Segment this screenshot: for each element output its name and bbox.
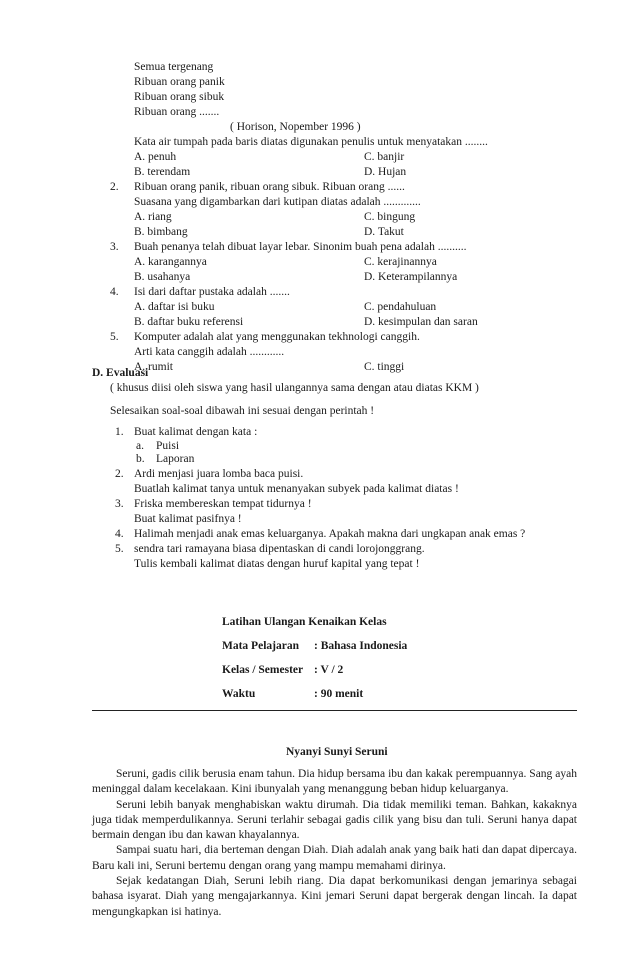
option: D. Takut — [364, 226, 404, 238]
item-text: Buat kalimat dengan kata : — [134, 426, 258, 438]
option: B. daftar buku referensi — [134, 316, 244, 328]
item-text: Halimah menjadi anak emas keluarganya. Apakah makna dari ungkapan anak emas ? — [134, 528, 526, 540]
option: D. Keterampilannya — [364, 271, 458, 283]
exam-value: : Bahasa Indonesia — [314, 640, 408, 652]
item-text: Ardi menjasi juara lomba baca puisi. — [134, 468, 304, 480]
story-paragraph: Sampai suatu hari, dia berteman dengan Diah. Diah adalah anak yang baik hati dan dapat dipercaya. Baru kali ini, Seruni bertemu dengan orang yang mampu memahami dirinya. — [92, 844, 577, 872]
option: C. bingung — [364, 211, 416, 223]
question-text: Suasana yang digambarkan dari kutipan diatas adalah ............. — [134, 196, 421, 208]
option: B. usahanya — [134, 271, 191, 283]
story-paragraph: Seruni lebih banyak menghabiskan waktu dirumah. Dia tidak memiliki teman. Bahkan, kakaknya juga tidak memperdulikannya. Seruni terlahir sebagai gadis cilik yang bisu dan tuli. Seruni hanya dapat bermain dengan ibu dan kawan khayalannya. — [92, 798, 577, 842]
item-number: 4. — [115, 528, 124, 540]
poem-source: ( Horison, Nopember 1996 ) — [230, 121, 361, 133]
item-number: 1. — [115, 426, 124, 438]
section-note: ( khusus diisi oleh siswa yang hasil ulangannya sama dengan atau diatas KKM ) — [110, 382, 479, 394]
option: A. karangannya — [134, 256, 207, 268]
section-heading: D. Evaluasi — [92, 367, 149, 379]
poem-line: Semua tergenang — [134, 61, 214, 73]
item-number: 5. — [115, 543, 124, 555]
exam-label: Kelas / Semester — [222, 664, 304, 676]
question-text: Komputer adalah alat yang menggunakan tekhnologi canggih. — [134, 331, 420, 343]
exam-title: Latihan Ulangan Kenaikan Kelas — [222, 616, 387, 628]
question-text: Isi dari daftar pustaka adalah ....... — [134, 286, 290, 298]
exam-label: Mata Pelajaran — [222, 640, 299, 652]
exam-value: : 90 menit — [314, 688, 364, 700]
question-number: 2. — [110, 181, 119, 193]
poem-line: Ribuan orang sibuk — [134, 91, 225, 103]
question-number: 3. — [110, 241, 119, 253]
story-body — [92, 767, 577, 920]
item-number: b. — [136, 453, 145, 465]
option: C. banjir — [364, 151, 405, 163]
item-text: Puisi — [156, 440, 180, 452]
exam-label: Waktu — [222, 688, 256, 700]
option: A. daftar isi buku — [134, 301, 215, 313]
option: D. kesimpulan dan saran — [364, 316, 478, 328]
question-text: Kata air tumpah pada baris diatas digunakan penulis untuk menyatakan ........ — [134, 136, 488, 148]
item-number: 3. — [115, 498, 124, 510]
option: D. Hujan — [364, 166, 407, 178]
item-text: Buat kalimat pasifnya ! — [134, 513, 242, 525]
story-title: Nyanyi Sunyi Seruni — [286, 746, 388, 758]
item-number: a. — [136, 440, 144, 452]
item-number: 2. — [115, 468, 124, 480]
exam-value: : V / 2 — [314, 664, 344, 676]
item-text: Tulis kembali kalimat diatas dengan huruf kapital yang tepat ! — [134, 558, 420, 570]
item-text: Friska membereskan tempat tidurnya ! — [134, 498, 312, 510]
item-text: Laporan — [156, 453, 195, 465]
story-paragraph: Sejak kedatangan Diah, Seruni lebih riang. Dia dapat berkomunikasi dengan jemarinya sebagai bahasa isyarat. Diah yang mengajarkannya. Kini jemari Seruni dapat bergerak dengan lincah. Ia dapat mengungkapkan isi hatinya. — [92, 875, 577, 918]
option: C. kerajinannya — [364, 256, 437, 268]
poem-line: Ribuan orang ....... — [134, 106, 220, 118]
option: B. bimbang — [134, 226, 188, 238]
divider — [92, 710, 577, 711]
option: A. riang — [134, 211, 172, 223]
option: C. tinggi — [364, 361, 405, 373]
option: A. rumit — [134, 361, 173, 373]
story-paragraph: Seruni, gadis cilik berusia enam tahun. Dia hidup bersama ibu dan kakak perempuannya. Sang ayah meninggal dalam kecelakaan. Kini ibunyalah yang menanggung beban hidup keluarganya. — [92, 768, 577, 796]
question-text: Ribuan orang panik, ribuan orang sibuk. Ribuan orang ...... — [134, 181, 405, 193]
option: C. pendahuluan — [364, 301, 437, 313]
item-text: sendra tari ramayana biasa dipentaskan di candi lorojonggrang. — [134, 543, 425, 555]
question-number: 4. — [110, 286, 119, 298]
question-number: 5. — [110, 331, 119, 343]
question-text: Buah penanya telah dibuat layar lebar. Sinonim buah pena adalah .......... — [134, 241, 467, 253]
poem-line: Ribuan orang panik — [134, 76, 225, 88]
instruction-text: Selesaikan soal-soal dibawah ini sesuai dengan perintah ! — [110, 405, 375, 417]
option: A. penuh — [134, 151, 177, 163]
option: B. terendam — [134, 166, 191, 178]
item-text: Buatlah kalimat tanya untuk menanyakan subyek pada kalimat diatas ! — [134, 483, 459, 495]
question-text: Arti kata canggih adalah ............ — [134, 346, 285, 358]
